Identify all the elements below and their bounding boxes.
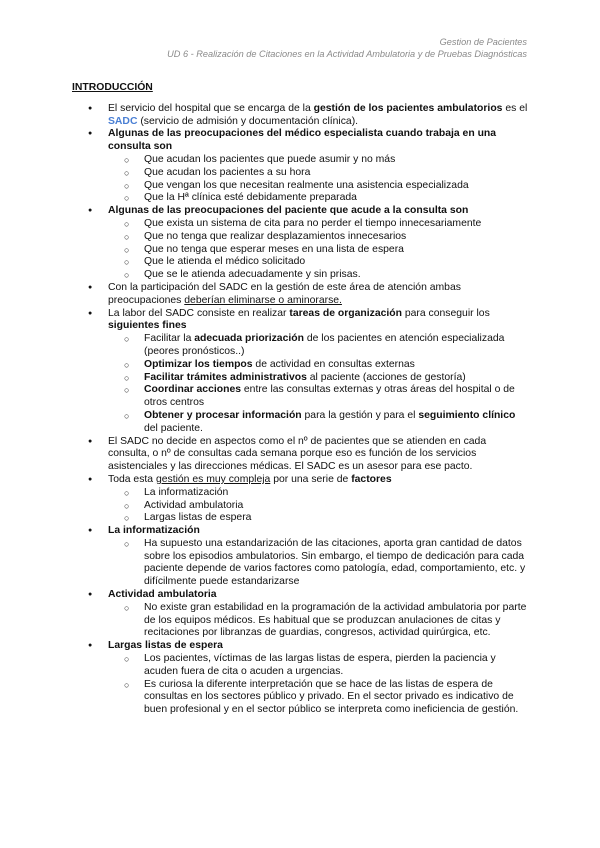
sub-list-item: ○ Es curiosa la diferente interpretación que se hace de las listas de espera de consultas en los sectores público y privado. En el sector privado es indicativo de buen profesional y en el sector público se interpreta como ineficiencia de gestión. bbox=[108, 679, 530, 717]
sub-list-item: ○ Que acudan los pacientes a su hora bbox=[108, 167, 530, 180]
sub-list-item: ○ Largas listas de espera bbox=[108, 512, 530, 525]
list-item: ● Actividad ambulatoria ○ No existe gran estabilidad en la programación de la actividad ambulatoria por parte de los equipos médicos. Es habitual que se produzcan anulaciones de citas y recitaciones por libranzas de guardias, congresos, actividad quirúrgica, etc. bbox=[72, 589, 530, 640]
section-title: INTRODUCCIÓN bbox=[72, 82, 153, 93]
list-item: ● Algunas de las preocupaciones del médico especialista cuando trabaja en una consulta son ○ Que acudan los pacientes que puede asumir y no más ○ Que acudan los pacientes a su hora ○ Que vengan los que necesitan realmente una asistencia especializada ○ Que la Hª clínica esté debidamente preparada bbox=[72, 128, 530, 205]
list-item: ● Algunas de las preocupaciones del paciente que acude a la consulta son ○ Que exista un sistema de cita para no perder el tiempo innecesariamente ○ Que no tenga que realizar desplazamientos innecesarios ○ Que no tenga que esperar meses en una lista de espera ○ Que le atienda el médico solicitado ○ Que se le atienda adecuadamente y sin prisas. bbox=[72, 205, 530, 282]
sadc-acronym: SADC bbox=[108, 115, 138, 127]
sub-list-item: ○ Que exista un sistema de cita para no perder el tiempo innecesariamente bbox=[108, 218, 530, 231]
sub-list bbox=[108, 154, 530, 205]
list-item: ● Con la participación del SADC en la gestión de este área de atención ambas preocupaciones deberían eliminarse o aminorarse. bbox=[72, 282, 530, 308]
header-subject: Gestion de Pacientes bbox=[439, 37, 527, 47]
sub-list-item: ○ Que acudan los pacientes que puede asumir y no más bbox=[108, 154, 530, 167]
sub-list bbox=[108, 653, 530, 717]
sub-list bbox=[108, 487, 530, 525]
sub-list-item: ○ Que no tenga que esperar meses en una lista de espera bbox=[108, 244, 530, 257]
list-item: ● Toda esta gestión es muy compleja por una serie de factores ○ La informatización ○ Actividad ambulatoria ○ Largas listas de espera bbox=[72, 474, 530, 525]
sub-list-item: ○ Facilitar la adecuada priorización de los pacientes en atención especializada (peores pronósticos..) bbox=[108, 333, 530, 359]
page-header bbox=[167, 36, 527, 60]
main-bullet-list bbox=[72, 103, 530, 717]
sub-list-item: ○ Los pacientes, víctimas de las largas listas de espera, pierden la paciencia y acuden fuera de cita o acuden a urgencias. bbox=[108, 653, 530, 679]
list-item: ● La labor del SADC consiste en realizar tareas de organización para conseguir los siguientes fines ○ Facilitar la adecuada priorización de los pacientes en atención especializada (peores pronósticos..) ○ Optimizar los tiempos de actividad en consultas externas ○ Facilitar trámites administrativos al paciente (acciones de gestoría) ○ Coordinar acciones entre las consultas externas y otras áreas del hospital o de otros centros ○ Obtener y procesar información para la gestión y para el seguimiento clínico del paciente. bbox=[72, 308, 530, 436]
header-unit: UD 6 - Realización de Citaciones en la Actividad Ambulatoria y de Pruebas Diagnósticas bbox=[167, 49, 527, 59]
sub-list-item: ○ Que la Hª clínica esté debidamente preparada bbox=[108, 192, 530, 205]
sub-list bbox=[108, 538, 530, 589]
document-body bbox=[72, 82, 530, 717]
sub-list bbox=[108, 218, 530, 282]
list-item: ● Largas listas de espera ○ Los pacientes, víctimas de las largas listas de espera, pierden la paciencia y acuden fuera de cita o acuden a urgencias. ○ Es curiosa la diferente interpretación que se hace de las listas de espera de consultas en los sectores público y privado. En el sector privado es indicativo de buen profesional y en el sector público se interpreta como ineficiencia de gestión. bbox=[72, 640, 530, 717]
sub-list-item: ○ Que le atienda el médico solicitado bbox=[108, 256, 530, 269]
sub-list-item: ○ Ha supuesto una estandarización de las citaciones, aporta gran cantidad de datos sobre los episodios ambulatorios. Sin embargo, el tiempo de dedicación para cada paciente depende de varios factores como patología, edad, comportamiento, etc. y difícilmente puede estandarizarse bbox=[108, 538, 530, 589]
list-item: ● La informatización ○ Ha supuesto una estandarización de las citaciones, aporta gran cantidad de datos sobre los episodios ambulatorios. Sin embargo, el tiempo de dedicación para cada paciente depende de varios factores como patología, edad, comportamiento, etc. y difícilmente puede estandarizarse bbox=[72, 525, 530, 589]
sub-list-item: ○ La informatización bbox=[108, 487, 530, 500]
list-item: ● El servicio del hospital que se encarga de la gestión de los pacientes ambulatorios es el SADC (servicio de admisión y documentación clínica). bbox=[72, 103, 530, 129]
sub-list-item: ○ Optimizar los tiempos de actividad en consultas externas bbox=[108, 359, 530, 372]
sub-list-item: ○ Facilitar trámites administrativos al paciente (acciones de gestoría) bbox=[108, 372, 530, 385]
sub-list-item: ○ Que vengan los que necesitan realmente una asistencia especializada bbox=[108, 180, 530, 193]
sub-list-item: ○ Que se le atienda adecuadamente y sin prisas. bbox=[108, 269, 530, 282]
sub-list bbox=[108, 333, 530, 435]
list-item: ● El SADC no decide en aspectos como el nº de pacientes que se atienden en cada consulta, o nº de consultas cada semana porque eso es función de los servicios asistenciales y las direcciones médicas. El SADC es un asesor para ese pacto. bbox=[72, 436, 530, 474]
sub-list-item: ○ No existe gran estabilidad en la programación de la actividad ambulatoria por parte de los equipos médicos. Es habitual que se produzcan anulaciones de citas y recitaciones por libranzas de guardias, congresos, actividad quirúrgica, etc. bbox=[108, 602, 530, 640]
sub-list-item: ○ Obtener y procesar información para la gestión y para el seguimiento clínico del paciente. bbox=[108, 410, 530, 436]
sub-list-item: ○ Que no tenga que realizar desplazamientos innecesarios bbox=[108, 231, 530, 244]
sub-list bbox=[108, 602, 530, 640]
sub-list-item: ○ Actividad ambulatoria bbox=[108, 500, 530, 513]
sub-list-item: ○ Coordinar acciones entre las consultas externas y otras áreas del hospital o de otros centros bbox=[108, 384, 530, 410]
